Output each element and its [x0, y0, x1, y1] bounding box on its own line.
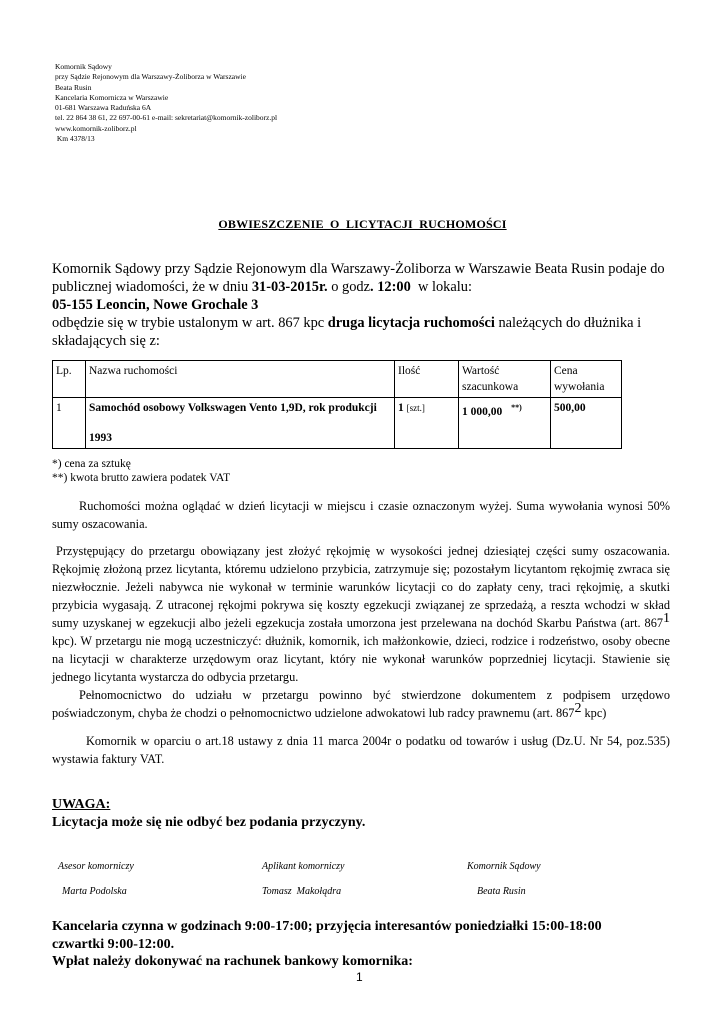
deposit-paragraph: Przystępujący do przetargu obowiązany jest złożyć rękojmię w wysokości jednej dziesiątej części sumy oszacowania. Rękojmię złożoną przez licytanta, któremu udzielono przybicia, zatrzymuje się; pozostałym licytantom rękojmię zwraca się niezwłocznie. Jeżeli nabywca nie wykonał w terminie warunków licytacji co do zapłaty ceny, traci rękojmię, a skutki przybicia wygasają. Z utraconej rękojmi pokrywa się koszty egzekucji związanej ze sprzedażą, a reszta wchodzi w skład sumy uzyskanej w egzekucji albo jeżeli egzekucja została umorzona jest przelewana na dochód Skarbu Państwa (art. $867^1$ kpc). W przetargu nie mogą uczestniczyć: dłużnik, komornik, ich małżonkowie, dzieci, rodzice i rodzeństwo, osoby obecne na licytacji w charakterze urzędowym oraz licytant, który nie wykonał warunków poprzedniej licytacji. Stawienie się jednego licytanta wystarcza do odbycia przetargu.: [52, 544, 670, 684]
notice-heading: UWAGA:: [52, 797, 111, 812]
auction-type: druga licytacja ruchomości: [327, 315, 495, 331]
col-name: Nazwa ruchomości: [86, 361, 395, 398]
footer-line: Wpłat należy dokonywać na rachunek bankowy komornika:: [52, 954, 413, 969]
auction-time: . 12:00: [370, 279, 411, 295]
viewing-paragraph: Ruchomości można oglądać w dzień licytacji w miejscu i czasie oznaczonym wyżej. Suma wywołania wynosi 50% sumy oszacowania.: [52, 499, 670, 531]
table-header-row: [53, 361, 622, 398]
lead-paragraph: [52, 260, 674, 350]
page-title: OBWIESZCZENIE O LICYTACJI RUCHOMOŚCI: [218, 217, 507, 231]
signature-name: Tomasz Makołądra: [262, 886, 342, 897]
footer-line: czwartki 9:00-12:00.: [52, 936, 175, 952]
lead-text: w lokalu:: [410, 279, 472, 295]
auction-date: 31-03-2015r.: [251, 279, 328, 295]
header-line: Komornik Sądowy: [55, 62, 112, 71]
page-number: 1: [356, 970, 363, 984]
proxy-paragraph: Pełnomocnictwo do udziału w przetargu powinno być stwierdzone dokumentem z podpisem urzędowo poświadczonym, chyba że chodzi o pełnomocnictwo udzielone adwokatowi lub radcy prawnemu (art. $867^2$ kpc): [52, 688, 670, 720]
header-line: www.komornik-zoliborz.pl: [55, 123, 137, 133]
lead-text: o godz: [327, 279, 371, 295]
office-hours: [52, 918, 602, 971]
vat-paragraph: Komornik w oparciu o art.18 ustawy z dnia 11 marca 2004r o podatku od towarów i usług (Dz.U. Nr 54, poz.535) wystawia faktury VAT.: [52, 734, 670, 766]
table-notes: [52, 457, 230, 485]
notice-text: Licytacja może się nie odbyć bez podania przyczyny.: [52, 815, 366, 830]
col-value: Wartość szacunkowa: [459, 361, 551, 398]
cell-value: 1 000,00 **): [459, 398, 551, 449]
signature-role: Asesor komorniczy: [58, 861, 134, 872]
signature-role: Komornik Sądowy: [467, 861, 541, 872]
lead-text: odbędzie się w trybie ustalonym w art. 867 kpc: [52, 315, 328, 331]
table-row: [53, 398, 622, 449]
lead-text: należących do dłużnika i składających się z:: [52, 315, 642, 349]
cell-price: 500,00: [551, 398, 622, 449]
header-line: przy Sądzie Rejonowym dla Warszawy-Żoliborza w Warszawie: [55, 72, 246, 82]
items-table: [52, 360, 622, 449]
auction-location: 05-155 Leoncin, Nowe Grochale 3: [52, 297, 259, 313]
signature-role: Aplikant komorniczy: [262, 861, 345, 872]
cell-name: Samochód osobowy Volkswagen Vento 1,9D, rok produkcji 1993: [86, 398, 395, 449]
header-line: tel. 22 864 38 61, 22 697-00-61 e-mail: sekretariat@komornik-zoliborz.pl: [55, 113, 278, 123]
cell-lp: 1: [53, 398, 86, 449]
header-line: Km 4378/13: [55, 134, 95, 144]
col-lp: Lp.: [53, 361, 86, 398]
col-price: Cena wywołania: [551, 361, 622, 398]
office-header: [55, 62, 277, 144]
header-line: 01-681 Warszawa Raduńska 6A: [55, 103, 152, 113]
signature-name: Beata Rusin: [477, 886, 526, 897]
signature-name: Marta Podolska: [62, 886, 127, 897]
header-line: Kancelaria Komornicza w Warszawie: [55, 92, 169, 102]
header-line: Beata Rusin: [55, 82, 92, 92]
note: *) cena za sztukę: [52, 458, 131, 470]
lead-text: Komornik Sądowy przy Sądzie Rejonowym dla Warszawy-Żoliborza w Warszawie Beata Rusin podaje do publicznej wiadomości, że w dniu: [52, 261, 665, 295]
footer-line: Kancelaria czynna w godzinach 9:00-17:00; przyjęcia interesantów poniedziałki 15:00-18:00: [52, 919, 602, 934]
cell-qty: 1 [szt.]: [395, 398, 459, 449]
note: **) kwota brutto zawiera podatek VAT: [52, 472, 231, 484]
col-qty: Ilość: [395, 361, 459, 398]
